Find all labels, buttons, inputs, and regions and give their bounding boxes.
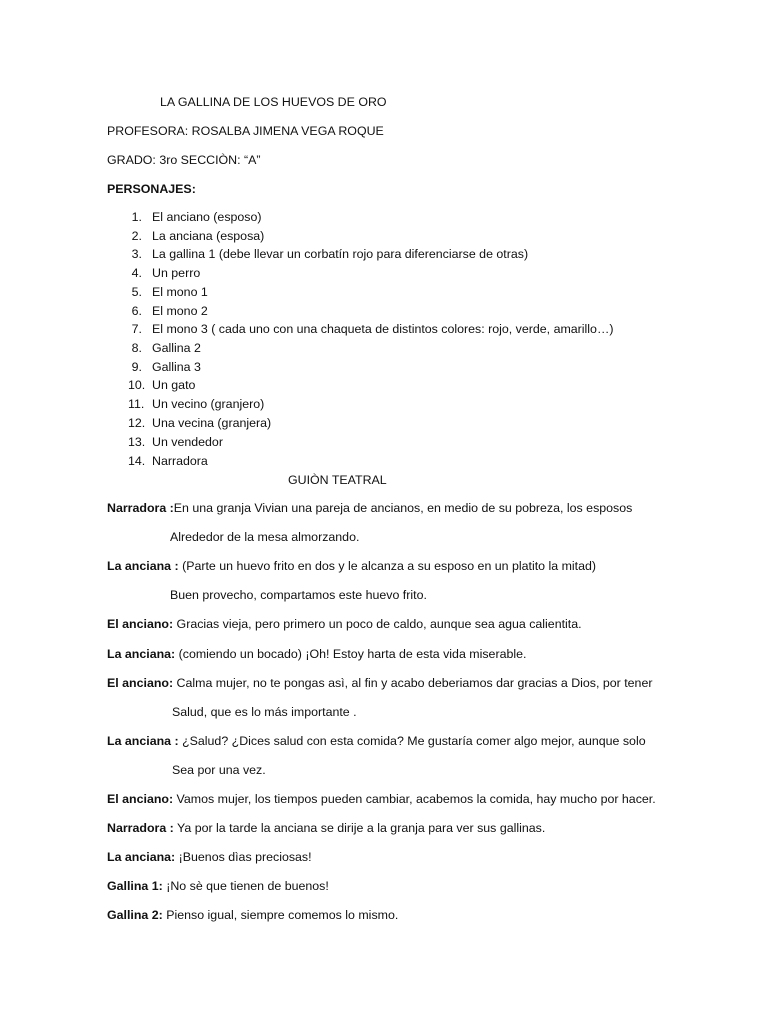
list-number: 2.: [131, 229, 142, 243]
dialogue-line: [107, 791, 656, 807]
dialogue-text: Gracias vieja, pero primero un poco de caldo, aunque sea agua calientita.: [173, 617, 582, 631]
list-number: 12.: [128, 416, 146, 430]
dialogue-text: Calma mujer, no te pongas asì, al fin y acabo deberiamos dar gracias a Dios, por tener: [173, 676, 653, 690]
list-number: 3.: [131, 247, 142, 261]
teacher-line: PROFESORA: ROSALBA JIMENA VEGA ROQUE: [107, 124, 384, 138]
speaker-label: La anciana:: [107, 850, 176, 864]
list-text: El mono 1: [152, 285, 208, 299]
dialogue-text: En una granja Vivian una pareja de ancianos, en medio de su pobreza, los esposos: [173, 501, 633, 515]
list-text: Gallina 2: [152, 341, 201, 355]
list-text: La anciana (esposa): [152, 229, 265, 243]
list-text: Un gato: [152, 378, 196, 392]
dialogue-line: [107, 616, 582, 632]
list-number: 7.: [131, 322, 142, 336]
dialogue-line: [107, 500, 632, 516]
list-text: El mono 2: [152, 304, 208, 318]
dialogue-line: [107, 907, 398, 923]
dialogue-text: ¿Salud? ¿Dices salud con esta comida? Me gustaría comer algo mejor, aunque solo: [178, 734, 646, 748]
list-number: 1.: [131, 210, 142, 224]
list-number: 10.: [128, 378, 146, 392]
dialogue-text: (comiendo un bocado) ¡Oh! Estoy harta de esta vida miserable.: [175, 647, 527, 661]
list-number: 4.: [131, 266, 142, 280]
speaker-label: Narradora :: [107, 501, 174, 515]
speaker-label: Gallina 2:: [107, 908, 163, 922]
list-text: Narradora: [152, 454, 208, 468]
speaker-label: La anciana:: [107, 647, 176, 661]
document-title: LA GALLINA DE LOS HUEVOS DE ORO: [160, 95, 387, 109]
dialogue-line: [107, 646, 526, 662]
dialogue-continuation: Salud, que es lo más importante .: [172, 705, 357, 719]
dialogue-line: [107, 675, 652, 691]
list-number: 5.: [131, 285, 142, 299]
list-number: 6.: [131, 304, 142, 318]
dialogue-continuation: Sea por una vez.: [172, 763, 266, 777]
dialogue-line: [107, 558, 596, 574]
speaker-label: El anciano:: [107, 676, 174, 690]
speaker-label: La anciana :: [107, 559, 179, 573]
dialogue-continuation: Alrededor de la mesa almorzando.: [170, 530, 360, 544]
list-number: 14.: [128, 454, 146, 468]
dialogue-continuation: Buen provecho, compartamos este huevo frito.: [170, 588, 427, 602]
dialogue-text: ¡No sè que tienen de buenos!: [162, 879, 329, 893]
list-text: Un vendedor: [152, 435, 223, 449]
dialogue-line: [107, 820, 545, 836]
list-text: El mono 3 ( cada uno con una chaqueta de distintos colores: rojo, verde, amarillo…): [152, 322, 614, 336]
list-number: 11.: [128, 397, 145, 411]
dialogue-text: Pienso igual, siempre comemos lo mismo.: [162, 908, 399, 922]
speaker-label: La anciana :: [107, 734, 179, 748]
speaker-label: Narradora :: [107, 821, 174, 835]
script-heading: GUIÒN TEATRAL: [288, 473, 387, 487]
list-text: Un vecino (granjero): [152, 397, 265, 411]
speaker-label: Gallina 1:: [107, 879, 163, 893]
list-number: 8.: [131, 341, 142, 355]
dialogue-text: Ya por la tarde la anciana se dirije a la granja para ver sus gallinas.: [173, 821, 546, 835]
dialogue-line: [107, 733, 646, 749]
speaker-label: El anciano:: [107, 792, 174, 806]
dialogue-line: [107, 878, 329, 894]
list-text: El anciano (esposo): [152, 210, 262, 224]
list-text: Un perro: [152, 266, 201, 280]
dialogue-text: ¡Buenos dìas preciosas!: [175, 850, 312, 864]
list-number: 9.: [131, 360, 142, 374]
dialogue-line: [107, 849, 312, 865]
dialogue-text: Vamos mujer, los tiempos pueden cambiar, acabemos la comida, hay mucho por hacer.: [173, 792, 656, 806]
list-text: Una vecina (granjera): [152, 416, 272, 430]
list-number: 13.: [128, 435, 146, 449]
dialogue-text: (Parte un huevo frito en dos y le alcanza a su esposo en un platito la mitad): [178, 559, 597, 573]
speaker-label: El anciano:: [107, 617, 174, 631]
grade-section-line: GRADO: 3ro SECCIÒN: “A”: [107, 153, 261, 167]
list-text: Gallina 3: [152, 360, 201, 374]
list-text: La gallina 1 (debe llevar un corbatín rojo para diferenciarse de otras): [152, 247, 529, 261]
characters-heading: PERSONAJES:: [107, 182, 196, 196]
